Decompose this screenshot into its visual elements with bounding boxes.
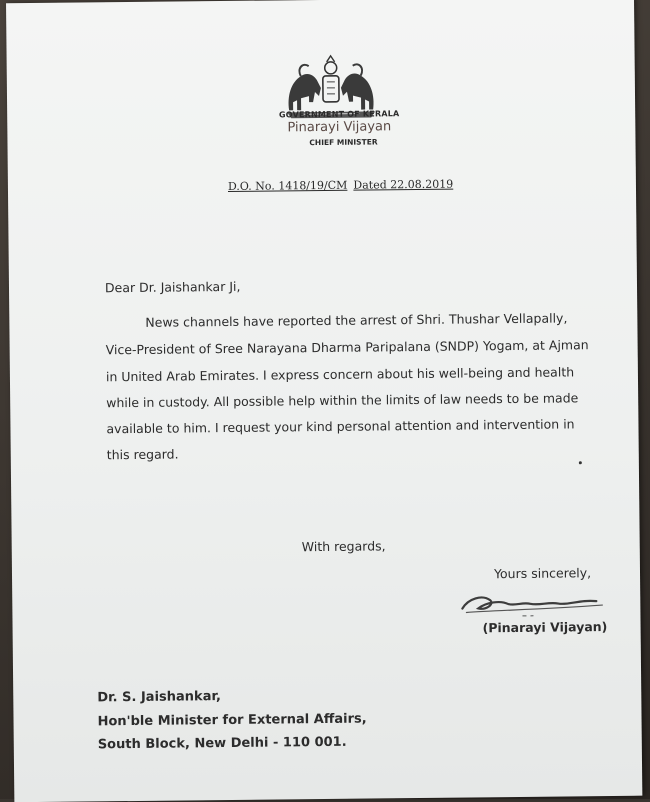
recipient-designation: Hon'ble Minister for External Affairs, xyxy=(97,711,367,730)
body-line: in United Arab Emirates. I express concern about his well-being and health xyxy=(105,364,575,385)
body-line: available to him. I request your kind personal attention and intervention in xyxy=(106,416,575,437)
letterhead-title: CHIEF MINISTER xyxy=(309,137,378,148)
letter-page xyxy=(6,0,642,802)
do-number: D.O. No. 1418/19/CM xyxy=(227,178,348,193)
closing-regards: With regards, xyxy=(301,538,386,555)
reference-line xyxy=(228,178,453,193)
handwritten-signature-icon xyxy=(456,583,606,619)
body-line: while in custody. All possible help within the limits of law needs to be made xyxy=(106,390,579,411)
do-date: Dated 22.08.2019 xyxy=(353,177,454,192)
closing-sincerely: Yours sincerely, xyxy=(493,565,592,582)
recipient-name: Dr. S. Jaishankar, xyxy=(97,689,221,706)
body-line: Vice-President of Sree Narayana Dharma Paripalana (SNDP) Yogam, at Ajman xyxy=(105,337,589,358)
body-line: this regard. xyxy=(106,446,179,463)
body-line: News channels have reported the arrest of Shri. Thushar Vellapally, xyxy=(145,310,568,330)
ink-dot xyxy=(579,461,582,464)
letterhead-name: Pinarayi Vijayan xyxy=(287,119,392,136)
salutation: Dear Dr. Jaishankar Ji, xyxy=(104,278,241,296)
letterhead-government: GOVERNMENT OF KERALA xyxy=(278,109,400,120)
recipient-address: South Block, New Delhi - 110 001. xyxy=(97,734,347,753)
signatory-name: (Pinarayi Vijayan) xyxy=(482,619,608,636)
